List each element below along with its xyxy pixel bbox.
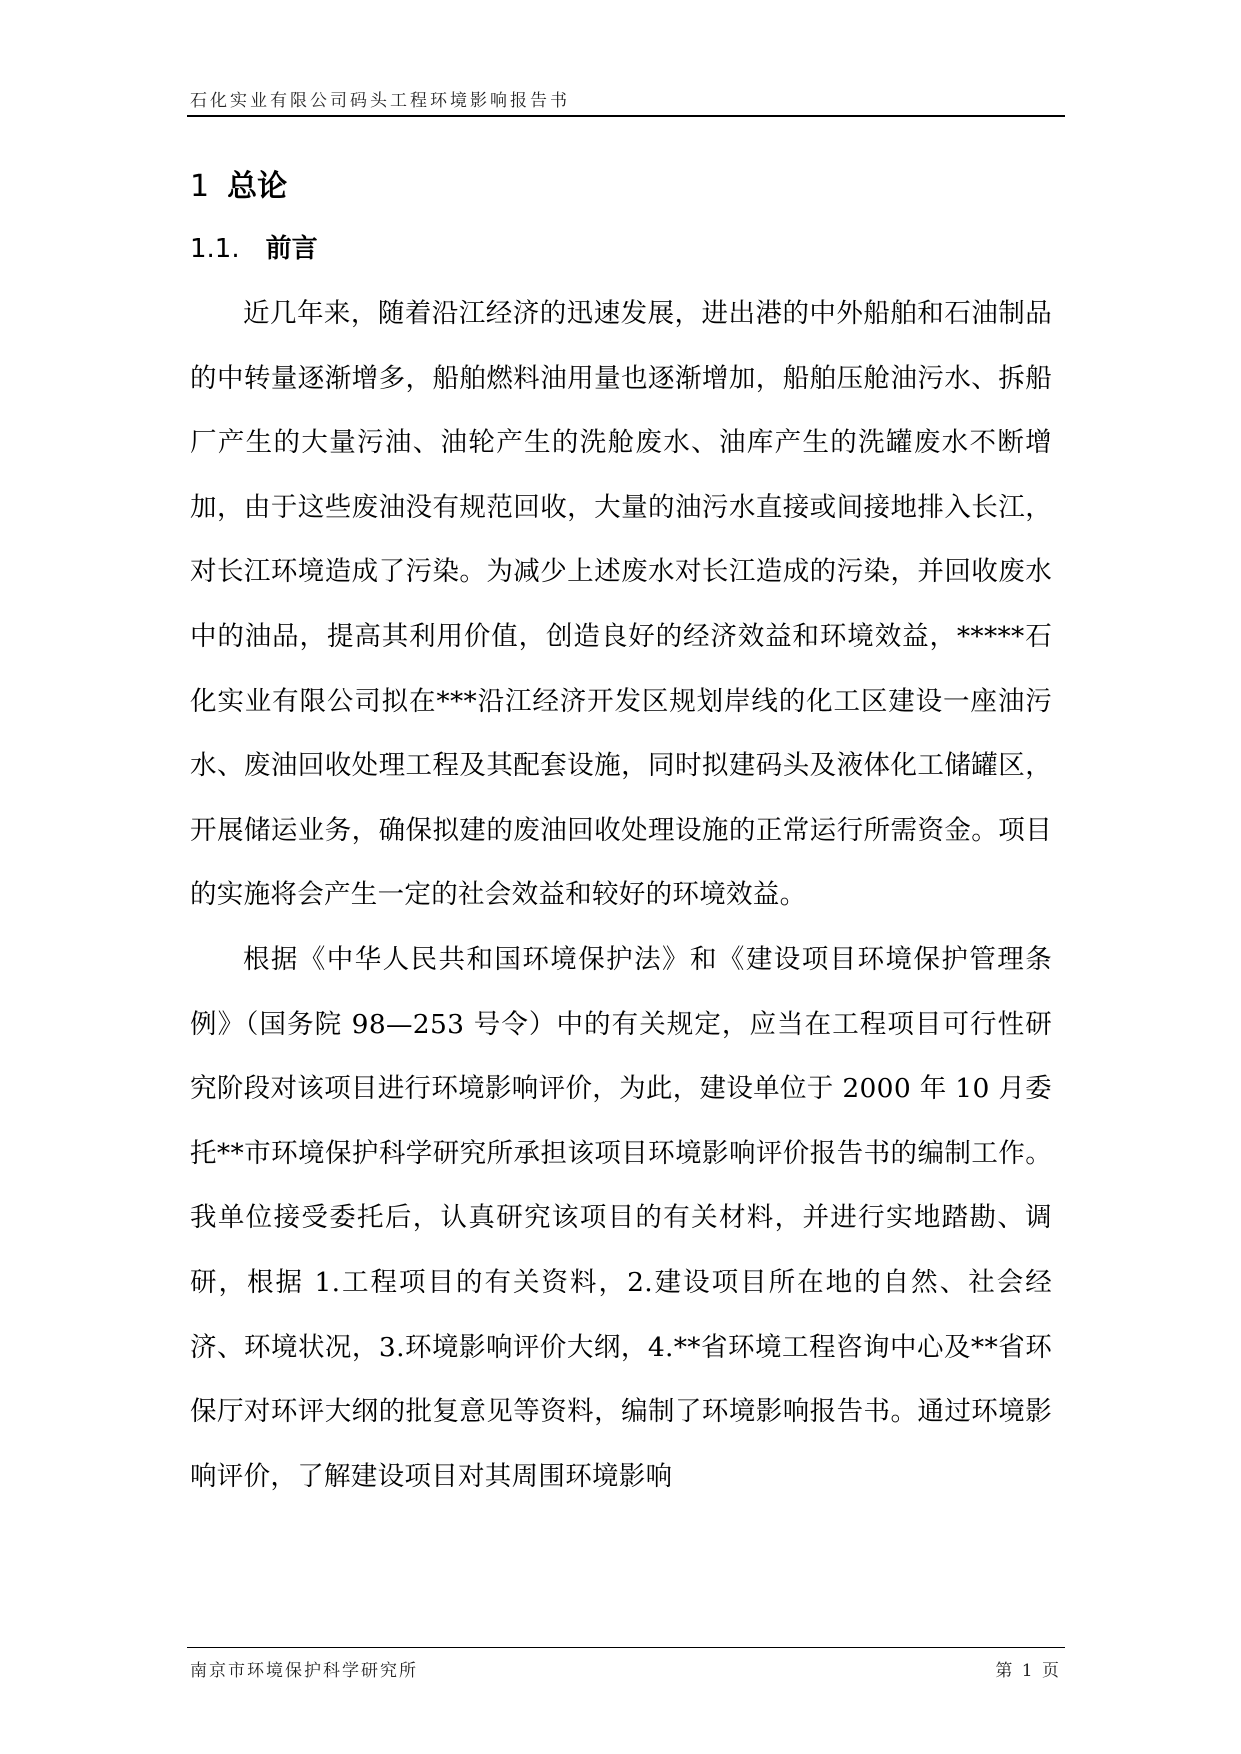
page-number: 第 1 页 [995, 1661, 1061, 1681]
chapter-heading [190, 161, 287, 205]
footer-organization: 南京市环境保护科学研究所 [190, 1661, 418, 1681]
section-title: 前言 [265, 234, 318, 264]
paragraph-2: 根据《中华人民共和国环境保护法》和《建设项目环境保护管理条例》（国务院 98—253 号令）中的有关规定，应当在工程项目可行性研究阶段对该项目进行环境影响评价，为此，建设单位于 2000 年 10 月委托**市环境保护科学研究所承担该项目环境影响评价报告书的编制工作。我单位接受委托后，认真研究该项目的有关材料，并进行实地踏勘、调研，根据 1.工程项目的有关资料，2.建设项目所在地的自然、社会经济、环境状况，3.环境影响评价大纲，4.**省环境工程咨询中心及**省环保厅对环评大纲的批复意见等资料，编制了环境影响报告书。通过环境影响评价，了解建设项目对其周围环境影响 [190, 943, 1052, 1492]
header-rule [187, 115, 1065, 117]
chapter-number: 1 [190, 169, 210, 204]
section-number: 1.1. [190, 234, 240, 264]
paragraph-1: 近几年来，随着沿江经济的迅速发展，进出港的中外船舶和石油制品的中转量逐渐增多，船舶燃料油用量也逐渐增加，船舶压舱油污水、拆船厂产生的大量污油、油轮产生的洗舱废水、油库产生的洗罐废水不断增加，由于这些废油没有规范回收，大量的油污水直接或间接地排入长江，对长江环境造成了污染。为减少上述废水对长江造成的污染，并回收废水中的油品，提高其利用价值，创造良好的经济效益和环境效益，*****石化实业有限公司拟在***沿江经济开发区规划岸线的化工区建设一座油污水、废油回收处理工程及其配套设施，同时拟建码头及液体化工储罐区，开展储运业务，确保拟建的废油回收处理设施的正常运行所需资金。项目的实施将会产生一定的社会效益和较好的环境效益。 [190, 298, 1052, 911]
footer-rule [187, 1647, 1065, 1648]
chapter-title: 总论 [227, 169, 288, 204]
running-header: 石化实业有限公司码头工程环境影响报告书 [190, 91, 570, 111]
section-heading [190, 228, 318, 265]
body-text [190, 282, 1052, 1509]
